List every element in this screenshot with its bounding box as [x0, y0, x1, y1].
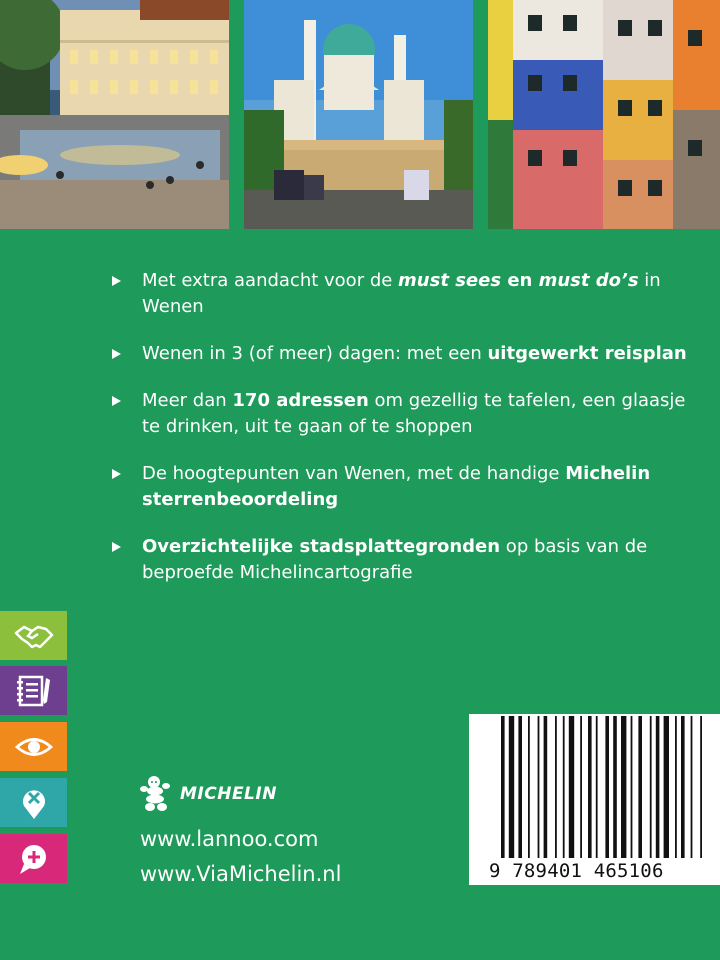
- bullet-text: uitgewerkt reisplan: [487, 343, 687, 364]
- michelin-logo: [138, 774, 277, 814]
- location-pin-x-icon: [14, 786, 54, 820]
- barcode-bar: [588, 716, 592, 858]
- barcode-bar: [528, 716, 530, 858]
- feature-bullet: [112, 341, 692, 367]
- barcode-bar: [638, 716, 642, 858]
- bullet-text: om gezellig te tafelen, een glaasje te drinken, uit te gaan of te shoppen: [142, 390, 686, 437]
- bullet-triangle-icon: [112, 469, 121, 479]
- speech-bubble-plus-icon: [14, 842, 54, 876]
- tab-location: [0, 778, 67, 827]
- barcode-bar: [509, 716, 514, 858]
- barcode-bar: [631, 716, 633, 858]
- barcode-bar: [544, 716, 548, 858]
- barcode-bar: [569, 716, 574, 858]
- isbn-digits: 9 789401 465106: [489, 860, 664, 882]
- barcode-bar: [621, 716, 626, 858]
- feature-bullet: [112, 388, 692, 440]
- barcode-bar: [596, 716, 598, 858]
- barcode-bar: [563, 716, 565, 858]
- barcode-bar: [538, 716, 540, 858]
- barcode-bar: [518, 716, 522, 858]
- hundertwasserhaus-photo: [488, 0, 720, 229]
- karlskirche-photo: [244, 0, 473, 229]
- bullet-triangle-icon: [112, 396, 121, 406]
- bullet-text: Meer dan: [142, 390, 233, 411]
- barcode-bar: [580, 716, 582, 858]
- bullet-text: op basis van de beproefde Michelincartografie: [142, 536, 648, 583]
- isbn-barcode: [469, 714, 720, 885]
- tab-notepad: [0, 666, 67, 715]
- bullet-triangle-icon: [112, 542, 121, 552]
- barcode-bar: [656, 716, 660, 858]
- barcode-bars: [469, 714, 720, 860]
- bullet-text: en: [501, 270, 539, 291]
- notepad-icon: [14, 674, 54, 708]
- bullet-text: 170 adressen: [232, 390, 369, 411]
- tab-eye: [0, 722, 67, 771]
- barcode-bar: [650, 716, 652, 858]
- eye-icon: [14, 730, 54, 764]
- barcode-bar: [691, 716, 693, 858]
- bullet-triangle-icon: [112, 349, 121, 359]
- handshake-icon: [14, 619, 54, 653]
- tab-handshake: [0, 611, 67, 660]
- barcode-bar: [700, 716, 702, 858]
- barcode-bar: [681, 716, 685, 858]
- barcode-bar: [555, 716, 557, 858]
- bullet-triangle-icon: [112, 276, 121, 286]
- bullet-text: must do’s: [538, 270, 639, 291]
- bibendum-icon: [138, 774, 178, 814]
- bullet-text: in Wenen: [142, 270, 661, 317]
- feature-bullet: [112, 534, 692, 586]
- publisher-url[interactable]: www.lannoo.com: [140, 827, 319, 851]
- bullet-text: De hoogtepunten van Wenen, met de handige: [142, 463, 566, 484]
- museumsquartier-plaza-photo: [0, 0, 229, 229]
- feature-bullet: [112, 461, 692, 513]
- feature-list: [112, 268, 692, 607]
- feature-bullet: [112, 268, 692, 320]
- bullet-text: Michelin sterrenbeoordeling: [142, 463, 651, 510]
- bullet-text: must sees: [398, 270, 502, 291]
- barcode-bar: [605, 716, 609, 858]
- bullet-text: Overzichtelijke stadsplattegronden: [142, 536, 501, 557]
- barcode-bar: [675, 716, 677, 858]
- barcode-bar: [664, 716, 669, 858]
- bullet-text: Met extra aandacht voor de: [142, 270, 399, 291]
- michelin-url[interactable]: www.ViaMichelin.nl: [140, 862, 342, 886]
- bullet-text: Wenen in 3 (of meer) dagen: met een: [142, 343, 488, 364]
- barcode-bar: [613, 716, 617, 858]
- barcode-bar: [501, 716, 505, 858]
- michelin-wordmark: MICHELIN: [180, 784, 277, 804]
- tab-speech-bubble: [0, 834, 67, 883]
